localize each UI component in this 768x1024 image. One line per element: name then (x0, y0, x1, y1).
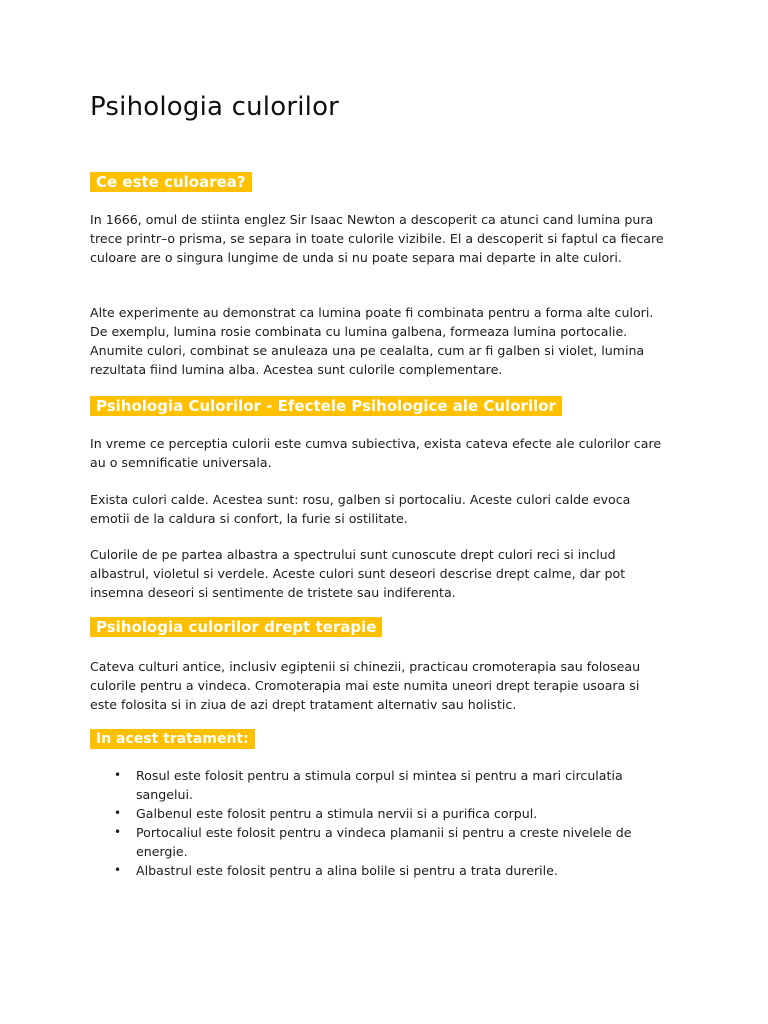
paragraph: Alte experimente au demonstrat ca lumina poate fi combinata pentru a forma alte culori. De exemplu, lumina rosie combinata cu lumina galbena, formeaza lumina portocalie. Anumite culori, combinat se anuleaza una pe cealalta, cum ar fi galben si violet, lumina rezultata fiind lumina alba. Acestea sunt culorile complementare. (90, 305, 654, 377)
paragraph: In 1666, omul de stiinta englez Sir Isaac Newton a descoperit ca atunci cand lumina pura trece printr–o prisma, se separa in toate culorile vizibile. El a descoperit si faptul ca fiecare culoare are o singura lungime de unda si nu poate separa mai departe in alte culori. (90, 212, 664, 265)
list-item (90, 823, 670, 861)
list-item-text: Albastrul este folosit pentru a alina bolile si pentru a trata durerile. (136, 863, 558, 878)
list-item (90, 804, 670, 823)
bullet-icon: • (114, 825, 122, 839)
paragraph: Exista culori calde. Acestea sunt: rosu, galben si portocaliu. Aceste culori calde evoca emotii de la caldura si confort, la furie si ostilitate. (90, 492, 631, 526)
section-heading-terapie: Psihologia culorilor drept terapie (90, 617, 382, 637)
treatment-list (90, 766, 670, 880)
section-heading-ce-este-culoarea: Ce este culoarea? (90, 172, 252, 192)
list-item (90, 766, 670, 804)
section-heading-in-acest-tratament: In acest tratament: (90, 729, 255, 749)
bullet-icon: • (114, 863, 122, 877)
list-item-text: Galbenul este folosit pentru a stimula nervii si a purifica corpul. (136, 806, 538, 821)
paragraph: In vreme ce perceptia culorii este cumva subiectiva, exista cateva efecte ale culorilor care au o semnificatie universala. (90, 436, 662, 470)
list-item-text: Portocaliul este folosit pentru a vindeca plamanii si pentru a creste nivelele de energie. (136, 825, 632, 859)
list-item (90, 861, 670, 880)
paragraph: Culorile de pe partea albastra a spectrului sunt cunoscute drept culori reci si includ albastrul, violetul si verdele. Aceste culori sunt deseori descrise drept calme, dar pot insemna deseori si sentimente de tristete sau indiferenta. (90, 547, 626, 600)
section-heading-efectele-psihologice: Psihologia Culorilor - Efectele Psihologice ale Culorilor (90, 396, 562, 416)
page-title: Psihologia culorilor (90, 92, 340, 122)
bullet-icon: • (114, 806, 122, 820)
paragraph: Cateva culturi antice, inclusiv egiptenii si chinezii, practicau cromoterapia sau foloseau culorile pentru a vindeca. Cromoterapia mai este numita uneori drept terapie usoara si este folosita si in ziua de azi drept tratament alternativ sau holistic. (90, 659, 641, 712)
list-item-text: Rosul este folosit pentru a stimula corpul si mintea si pentru a mari circulatia sangelui. (136, 768, 623, 802)
bullet-icon: • (114, 768, 122, 782)
